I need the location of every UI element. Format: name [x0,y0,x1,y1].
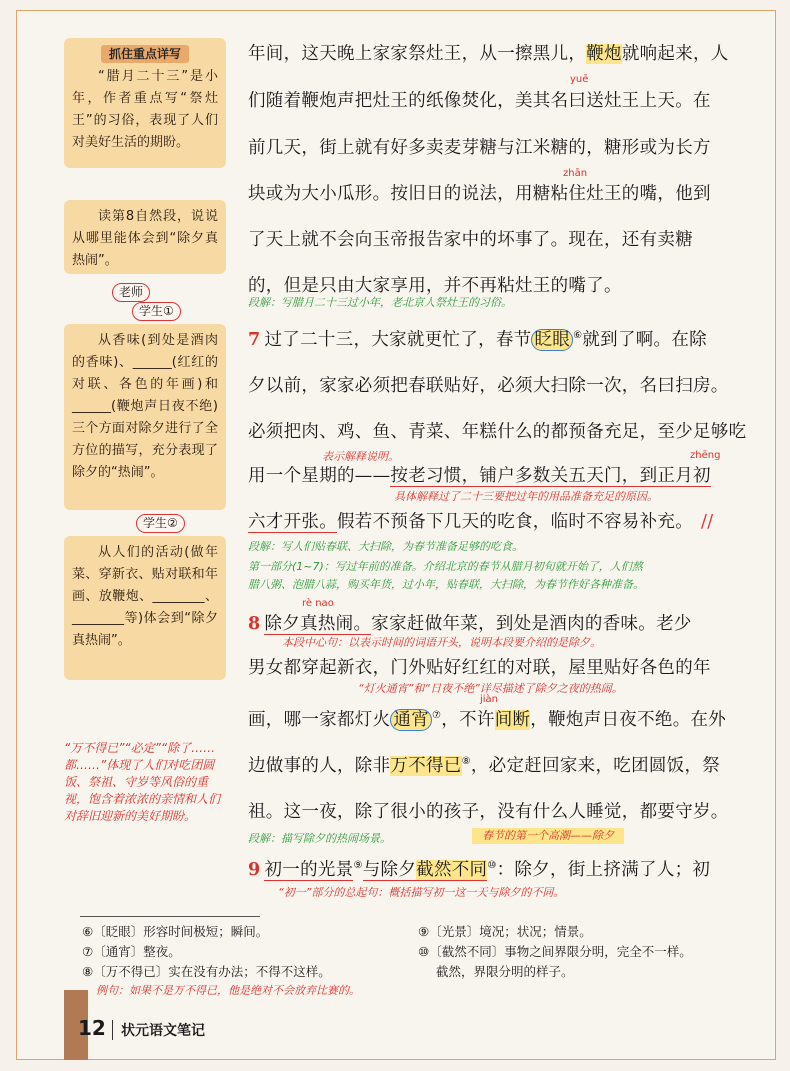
line-10-part-a: 用一个星期的—— [248,466,391,486]
sidebar-red-note: “万不得已”“必定”“除了……都……”体现了人们对吃团圆饭、祭祖、守岁等风俗的重视，饱含着浓浓的亲情和人们对辞旧迎新的美好期盼。 [64,741,221,823]
circled-zhayan: 眨眼 [531,329,573,351]
footnote-ref-6: ⑥ [573,330,583,342]
annotation-central-sentence: 本段中心句：以表示时间的词语开头，说明本段要介绍的是除夕。 [282,636,601,649]
pinyin-renao: rè nao [302,598,334,609]
part-one-summary-a: 第一部分(1~7)：写过年前的准备。介绍北京的春节从腊月初旬就开始了，人们熬 [248,560,643,573]
line-14-part-c: ，不许 [441,710,495,730]
topic-sentence: 除夕真热闹。 [264,614,372,634]
line-11-part-b: 假若不预备下几天的吃食，临时不容易补充。 [337,512,693,532]
section-break-mark: // [701,512,714,532]
line-10 [248,462,711,487]
footnote-7: ⑦〔通宵〕整夜。 [82,944,181,959]
line-4: 块或为大小瓜形。按旧日的说法，用糖粘住灶王的嘴，他到 [248,184,711,204]
answer-1-text: 从香味(到处是酒肉的香味)、______(红红的对联、各色的年画)和______(鞭炮声日夜不绝)三个方面对除夕进行了全方位的描写，充分表现了除夕的“热闹”。 [72,333,218,480]
line-15 [248,752,720,777]
footnote-10-continued: 截然，界限分明的样子。 [436,964,574,979]
footnote-8-example: 例句：如果不是万不得已，他是绝对不会放弃比赛的。 [96,984,360,997]
line-2: 们随着鞭炮声把灶王的纸像焚化，美其名曰送灶王上天。在 [248,91,711,111]
pinyin-zhan: zhān [563,168,588,179]
line-3: 前几天，街上就有好多卖麦芽糖与江米糖的，糖形或为长方 [248,138,711,158]
line-14 [248,706,726,731]
climax-tag: 春节的第一个高潮——除夕 [472,828,624,844]
circled-tongxiao: 通宵 [390,709,432,731]
footnote-divider [80,916,260,917]
line-17-part-b: 与除夕 [362,860,417,880]
sidebar-box-key-points [64,38,226,168]
part-one-summary-b: 腊八粥、泡腊八蒜，购买年货，过小年，贴春联，大扫除，为春节作好各种准备。 [248,578,644,591]
line-1-part-c: 就响起来，人 [621,44,729,64]
footnote-9: ⑨〔光景〕境况；状况；情景。 [418,924,592,939]
paragraph-number-8: 8 [248,614,261,634]
line-17 [248,856,710,881]
highlight-jieranbutong: 截然不同 [416,860,488,880]
highlight-bianpao: 鞭炮 [586,44,622,64]
annotation-explain: 表示解释说明。 [322,450,399,463]
footnote-ref-8: ⑧ [461,756,471,768]
line-17-part-d: ：除夕，街上挤满了人；初 [496,860,711,880]
badge-student-1: 学生① [132,302,181,321]
badge-teacher: 老师 [112,283,150,302]
pinyin-yue: yuē [570,74,589,85]
line-7 [248,326,707,351]
line-5: 了天上就不会向玉帝报告家中的坏事了。现在，还有卖糖 [248,230,693,250]
line-16: 祖。这一夜，除了很小的孩子，没有什么人睡觉，都要守岁。 [248,802,729,822]
footnote-6: ⑥〔眨眼〕形容时间极短；瞬间。 [82,924,269,939]
question-text: 读第8自然段，说说从哪里能体会到“除夕真热闹”。 [72,209,218,268]
paragraph-summary-6: 段解：写腊月二十三过小年，老北京人祭灶王的习俗。 [248,296,512,309]
paragraph-summary-7: 段解：写人们贴春联、大扫除，为春节准备足够的吃食。 [248,540,523,553]
footnote-10: ⑩〔截然不同〕事物之间界限分明，完全不一样。 [418,944,692,959]
line-14-part-a: 画，哪一家都灯火 [248,710,391,730]
annotation-detail: 具体解释过了二十三要把过年的用品准备充足的原因。 [394,490,658,503]
book-title: 状元语文笔记 [112,1020,205,1040]
footnote-ref-10: ⑩ [487,860,497,872]
annotation-opening-sentence: “初一”部分的总起句：概括描写初一这一天与除夕的不同。 [278,886,565,899]
paragraph-number-9: 9 [248,860,261,880]
sidebar-box-answer-2 [64,536,226,680]
line-9: 必须把肉、鸡、鱼、青菜、年糕什么的都预备充足，至少足够吃 [248,422,747,442]
line-1-part-a: 年间，这天晚上家家祭灶王，从一擦黑儿， [248,44,587,64]
line-14-part-e: ，鞭炮声日夜不绝。在外 [530,710,727,730]
line-13: 男女都穿起新衣，门外贴好红红的对联，屋里贴好各色的年 [248,658,711,678]
page-number: 12 [78,1016,106,1040]
line-12-part-b: 家家赶做年菜，到处是酒肉的香味。老少 [371,614,692,634]
line-7-part-a: 过了二十三，大家就更忙了，春节 [264,330,532,350]
annotation-liveliness: “灯火通宵”和“日夜不绝”详尽描述了除夕之夜的热闹。 [358,682,623,695]
line-11 [248,508,713,533]
line-8: 夕以前，家家必须把春联贴好，必须大扫除一次，名曰扫房。 [248,376,729,396]
line-17-part-a: 初一的光景 [264,860,354,880]
paragraph-summary-8: 段解：描写除夕的热闹场景。 [248,832,391,845]
key-points-text: “腊月二十三”是小年，作者重点写“祭灶王”的习俗，表现了人们对美好生活的期盼。 [72,69,218,150]
sidebar-box-question [64,200,226,274]
pinyin-zheng: zhēng [690,450,721,461]
key-points-tag: 抓住重点详写 [101,45,189,63]
footnote-8: ⑧〔万不得已〕实在没有办法；不得不这样。 [82,964,331,979]
footnote-ref-9: ⑨ [353,860,363,872]
underlined-old-custom: 按老习惯，铺户多数关五天门，到正月初 [390,466,711,486]
pinyin-jian: jiàn [480,694,499,705]
answer-2-text: 从人们的活动(做年菜、穿新衣、贴对联和年画、放鞭炮、________、________等)体会到“除夕真热闹”。 [72,545,218,648]
line-15-part-c: ，必定赶回家来，吃团圆饭，祭 [470,756,721,776]
highlight-jianduan: 间断 [494,710,531,730]
paragraph-number-7: 7 [248,330,261,350]
line-12 [248,610,692,635]
line-7-part-c: 就到了啊。在除 [582,330,707,350]
badge-student-2: 学生② [136,514,185,533]
line-6: 的，但是只由大家享用，并不再粘灶王的嘴了。 [248,276,622,296]
line-1 [248,40,729,65]
sidebar-box-answer-1 [64,324,226,510]
line-11-part-a: 六才开张。 [248,512,337,532]
line-15-part-a: 边做事的人，除非 [248,756,391,776]
highlight-wanbudeyi: 万不得已 [390,756,462,776]
footnote-ref-7: ⑦ [432,710,442,722]
